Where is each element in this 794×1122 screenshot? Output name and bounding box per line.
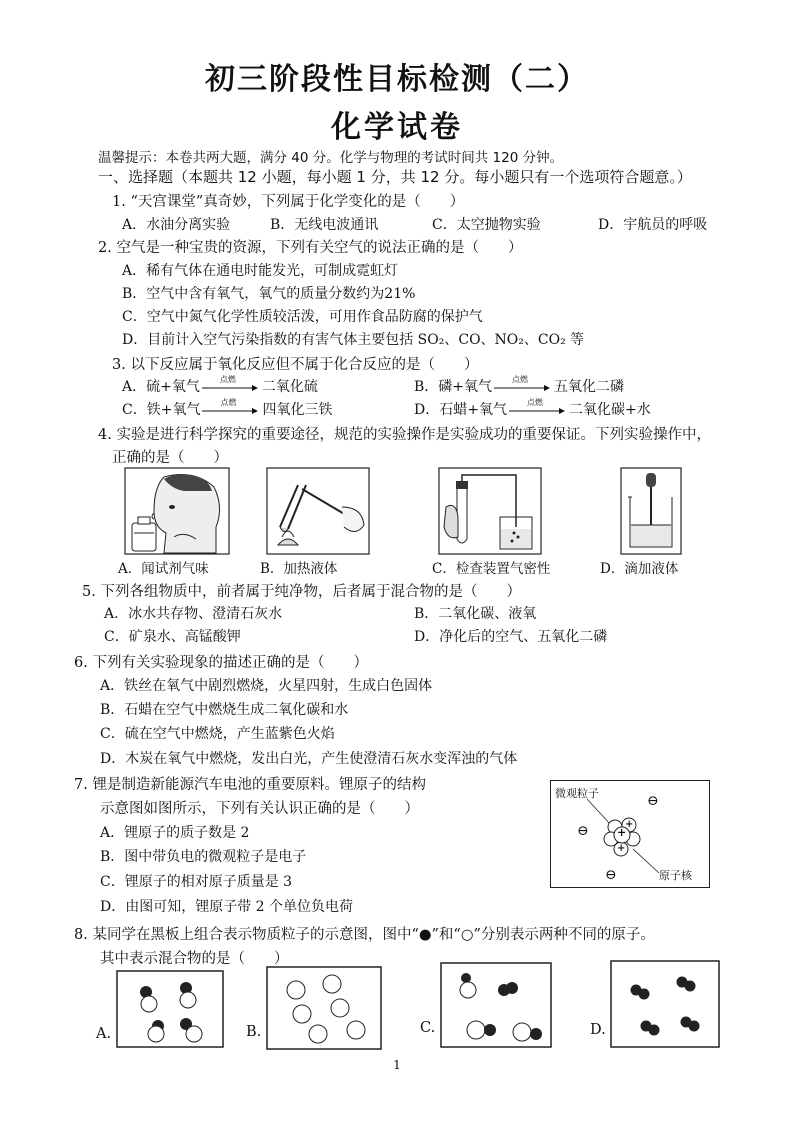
q7-option-c: C．锂原子的相对原子质量是 3	[100, 874, 293, 890]
q5-option-b: B．二氧化碳、液氧	[414, 606, 537, 622]
q4-stem-line1: 4. 实验是进行科学探究的重要途径，规范的实验操作是实验成功的重要保证。下列实验操作中，	[98, 427, 711, 443]
reaction-arrow	[202, 375, 260, 394]
arrow-icon	[494, 384, 550, 392]
nucleus-icon	[551, 781, 709, 887]
exam-subtitle: 化学试卷	[331, 110, 463, 145]
label-microparticle: 微观粒子	[555, 787, 599, 800]
particle-box-b	[266, 966, 382, 1050]
q1-option-d: D．宇航员的呼吸	[598, 217, 708, 233]
q4-caption-c: C．检查装置气密性	[432, 561, 551, 577]
q8-box-label-d: D.	[590, 1022, 606, 1038]
q7-stem-line1: 7. 锂是制造新能源汽车电池的重要原料。锂原子的结构	[74, 777, 426, 793]
q5-option-d: D．净化后的空气、五氧化二磷	[414, 629, 608, 645]
q8-box-label-c: C.	[420, 1020, 436, 1036]
reaction-condition: 点燃	[219, 375, 236, 384]
q2-option-a: A．稀有气体在通电时能发光，可制成霓虹灯	[122, 263, 399, 279]
q7-option-d: D．由图可知，锂原子带 2 个单位负电荷	[100, 899, 354, 915]
figure-check-airtight	[438, 467, 542, 555]
q6-option-a: A．铁丝在氧气中剧烈燃烧，火星四射，生成白色固体	[100, 678, 433, 694]
proton-icon: +	[617, 826, 627, 839]
q1-option-b: B．无线电波通讯	[270, 217, 379, 233]
q3-b-reactants: 磷+氧气	[438, 379, 493, 395]
q5-stem: 5. 下列各组物质中，前者属于纯净物，后者属于混合物的是（ ）	[82, 584, 521, 600]
q3-option-d	[414, 399, 651, 419]
arrow-icon	[509, 407, 565, 415]
q7-stem-line2: 示意图如图所示，下列有关认识正确的是（ ）	[100, 801, 419, 817]
electron-icon: ⊖	[647, 793, 659, 809]
reaction-condition: 点燃	[526, 398, 543, 407]
q2-option-c: C．空气中氮气化学性质较活泼，可用作食品防腐的保护气	[122, 309, 483, 325]
proton-icon: +	[617, 843, 626, 854]
reaction-condition: 点燃	[220, 398, 237, 407]
reaction-arrow	[202, 398, 260, 417]
q3-c-label: C．	[122, 402, 147, 418]
reaction-arrow	[509, 398, 567, 417]
q6-option-b: B．石蜡在空气中燃烧生成二氧化碳和水	[100, 702, 349, 718]
lithium-atom-figure	[550, 780, 710, 888]
q4-caption-b: B．加热液体	[260, 561, 338, 577]
q2-option-d: D．目前计入空气污染指数的有害气体主要包括 SO₂、CO、NO₂、CO₂ 等	[122, 332, 585, 348]
q3-option-b	[414, 376, 624, 396]
reaction-arrow	[494, 375, 552, 394]
electron-icon: ⊖	[605, 867, 617, 883]
q2-stem: 2. 空气是一种宝贵的资源，下列有关空气的说法正确的是（ ）	[98, 240, 523, 256]
q6-option-c: C．硫在空气中燃烧，产生蓝紫色火焰	[100, 726, 335, 742]
particle-box-a	[116, 970, 224, 1048]
q2-option-b: B．空气中含有氧气，氧气的质量分数约为21%	[122, 286, 416, 302]
q8-stem-line1: 8. 某同学在黑板上组合表示物质粒子的示意图，图中“●”和“○”分别表示两种不同的原子。	[74, 927, 655, 943]
q3-a-products: 二氧化硫	[261, 379, 318, 395]
particle-box-d	[610, 960, 720, 1048]
q3-option-c	[122, 399, 332, 419]
q1-stem: 1. “天宫课堂”真奇妙，下列属于化学变化的是（ ）	[112, 194, 465, 210]
section-title: 一、选择题（本题共 12 小题，每小题 1 分，共 12 分。每小题只有一个选项符合题意。）	[98, 168, 692, 186]
q7-option-a: A．锂原子的质子数是 2	[100, 825, 250, 841]
q3-c-reactants: 铁+氧气	[146, 402, 201, 418]
q3-a-reactants: 硫+氧气	[146, 379, 200, 395]
proton-icon: +	[625, 819, 634, 830]
figure-heat-liquid	[266, 467, 370, 555]
reaction-condition: 点燃	[512, 375, 529, 384]
q4-caption-d: D．滴加液体	[600, 561, 679, 577]
exam-title: 初三阶段性目标检测（二）	[205, 62, 589, 97]
q3-b-label: B．	[414, 379, 439, 395]
arrow-icon	[202, 384, 258, 392]
q7-option-b: B．图中带负电的微观粒子是电子	[100, 849, 307, 865]
q3-option-a	[122, 376, 318, 396]
q5-option-a: A．冰水共存物、澄清石灰水	[104, 606, 283, 622]
q3-d-products: 二氧化碳+水	[568, 402, 651, 418]
q5-option-c: C．矿泉水、高锰酸钾	[104, 629, 241, 645]
q4-stem-line2: 正确的是（ ）	[112, 450, 228, 466]
q3-a-label: A．	[122, 379, 147, 395]
q4-caption-a: A．闻试剂气味	[118, 561, 209, 577]
electron-icon: ⊖	[577, 823, 589, 839]
page-number: 1	[393, 1058, 401, 1072]
q3-d-reactants: 石蜡+氧气	[439, 402, 507, 418]
q3-stem: 3. 以下反应属于氧化反应但不属于化合反应的是（ ）	[112, 357, 479, 373]
particle-box-c	[440, 962, 552, 1048]
arrow-icon	[202, 407, 258, 415]
q8-stem-line2: 其中表示混合物的是（ ）	[100, 951, 289, 967]
q1-option-a: A．水油分离实验	[122, 217, 231, 233]
q3-c-products: 四氧化三铁	[262, 402, 333, 418]
q8-box-label-b: B.	[246, 1024, 262, 1040]
q3-d-label: D．	[414, 402, 440, 418]
exam-tip: 温馨提示：本卷共两大题，满分 40 分。化学与物理的考试时间共 120 分钟。	[98, 150, 564, 166]
q3-b-products: 五氧化二磷	[554, 379, 625, 395]
q6-option-d: D．木炭在氧气中燃烧，发出白光，产生使澄清石灰水变浑浊的气体	[100, 751, 518, 767]
label-nucleus: 原子核	[659, 869, 692, 882]
figure-smell-reagent	[124, 467, 230, 555]
q8-box-label-a: A.	[96, 1026, 112, 1042]
figure-drop-liquid	[620, 467, 682, 555]
q1-option-c: C．太空抛物实验	[432, 217, 541, 233]
q6-stem: 6. 下列有关实验现象的描述正确的是（ ）	[74, 655, 368, 671]
